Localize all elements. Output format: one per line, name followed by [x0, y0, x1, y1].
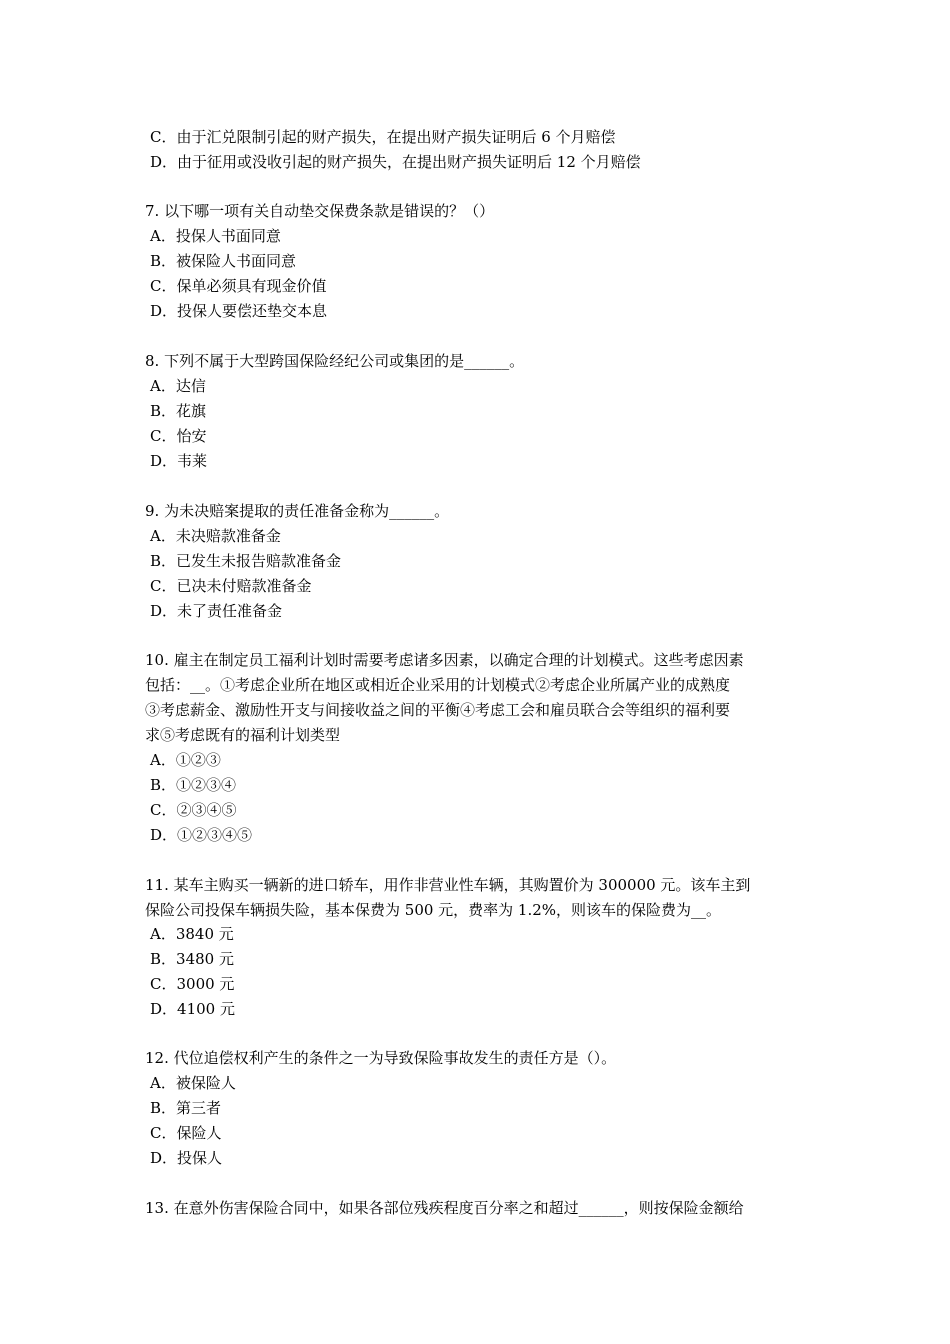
question-8-option-d: D．韦莱	[150, 452, 208, 470]
question-10-option-a: A．①②③	[150, 751, 221, 769]
question-12-option-d: D．投保人	[150, 1149, 223, 1167]
question-11-option-d: D．4100 元	[150, 1000, 235, 1018]
question-12-option-b: B．第三者	[150, 1099, 222, 1117]
question-11-option-a: A．3840 元	[150, 925, 234, 943]
option-d-prev: D．由于征用或没收引起的财产损失，在提出财产损失证明后 12 个月赔偿	[150, 153, 641, 171]
question-7-option-d: D．投保人要偿还垫交本息	[150, 302, 328, 320]
question-9-stem: 9. 为未决赔案提取的责任准备金称为______。	[145, 502, 450, 520]
question-13-stem: 13. 在意外伤害保险合同中，如果各部位残疾程度百分率之和超过______，则按保险金额给	[145, 1199, 744, 1217]
question-11-stem-line-1: 11. 某车主购买一辆新的进口轿车，用作非营业性车辆，其购置价为 300000 元。该车主到	[145, 876, 751, 894]
question-11-stem-line-2: 保险公司投保车辆损失险，基本保费为 500 元，费率为 1.2%，则该车的保险费为__。	[145, 901, 722, 919]
question-8-option-a: A．达信	[150, 377, 206, 395]
question-7-option-a: A．投保人书面同意	[150, 227, 281, 245]
question-10-stem-line-2: 包括：__。①考虑企业所在地区或相近企业采用的计划模式②考虑企业所属产业的成熟度	[145, 676, 731, 694]
question-9-option-b: B．已发生未报告赔款准备金	[150, 552, 342, 570]
question-8-stem: 8. 下列不属于大型跨国保险经纪公司或集团的是______。	[145, 352, 525, 370]
question-8-option-b: B．花旗	[150, 402, 207, 420]
question-9-option-c: C．已决未付赔款准备金	[150, 577, 312, 595]
question-8-option-c: C．怡安	[150, 427, 207, 445]
question-7-option-b: B．被保险人书面同意	[150, 252, 297, 270]
option-c-prev: C．由于汇兑限制引起的财产损失，在提出财产损失证明后 6 个月赔偿	[150, 128, 616, 146]
question-10-stem-line-4: 求⑤考虑既有的福利计划类型	[145, 726, 341, 744]
question-9-option-d: D．未了责任准备金	[150, 602, 283, 620]
question-12-stem: 12. 代位追偿权利产生的条件之一为导致保险事故发生的责任方是（）。	[145, 1049, 617, 1067]
question-11-option-b: B．3480 元	[150, 950, 234, 968]
question-10-option-c: C．②③④⑤	[150, 801, 237, 819]
question-12-option-a: A．被保险人	[150, 1074, 236, 1092]
question-10-stem-line-1: 10. 雇主在制定员工福利计划时需要考虑诸多因素，以确定合理的计划模式。这些考虑因素	[145, 651, 744, 669]
question-10-option-d: D．①②③④⑤	[150, 826, 253, 844]
question-11-option-c: C．3000 元	[150, 975, 235, 993]
question-7-stem: 7. 以下哪一项有关自动垫交保费条款是错误的？（）	[145, 202, 495, 220]
question-9-option-a: A．未决赔款准备金	[150, 527, 281, 545]
question-10-option-b: B．①②③④	[150, 776, 237, 794]
question-10-stem-line-3: ③考虑薪金、激励性开支与间接收益之间的平衡④考虑工会和雇员联合会等组织的福利要	[145, 701, 731, 719]
question-12-option-c: C．保险人	[150, 1124, 222, 1142]
question-7-option-c: C．保单必须具有现金价值	[150, 277, 327, 295]
